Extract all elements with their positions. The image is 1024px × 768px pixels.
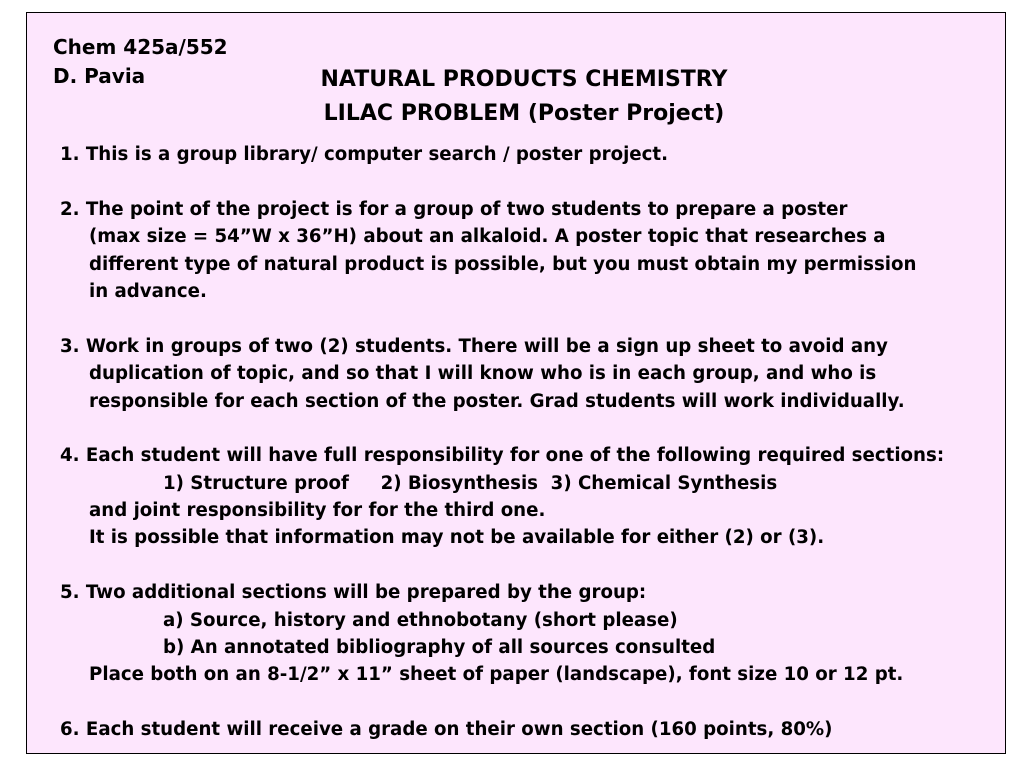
item-3-line-3: responsible for each section of the poster. Grad students will work individually. <box>89 390 905 412</box>
item-5-line-3: b) An annotated bibliography of all sources consulted <box>163 637 716 659</box>
title-line-2: LILAC PROBLEM (Poster Project) <box>323 101 725 126</box>
item-5-line-2: a) Source, history and ethnobotany (short please) <box>163 609 678 631</box>
spacer <box>60 305 1005 332</box>
item-2-line-2: (max size = 54”W x 36”H) about an alkaloid. A poster topic that researches a <box>89 226 886 248</box>
item-3-line-1: 3. Work in groups of two (2) students. There will be a sign up sheet to avoid any <box>60 335 888 357</box>
course-code: Chem 425a/552 <box>53 35 228 59</box>
item-6-line-1: 6. Each student will receive a grade on their own section (160 points, 80%) <box>60 719 833 741</box>
item-5-line-4: Place both on an 8-1/2” x 11” sheet of paper (landscape), font size 10 or 12 pt. <box>89 664 904 686</box>
spacer <box>60 552 1005 579</box>
item-4-line-3: and joint responsibility for for the third one. <box>89 500 546 522</box>
title-line-1: NATURAL PRODUCTS CHEMISTRY <box>320 67 728 92</box>
item-5-line-1: 5. Two additional sections will be prepared by the group: <box>60 582 647 604</box>
item-2-line-3: different type of natural product is possible, but you must obtain my permission <box>89 253 917 275</box>
instructor-name: D. Pavia <box>53 64 146 88</box>
requirements-list <box>60 141 1005 744</box>
slide <box>26 12 1006 754</box>
item-1-line-1: 1. This is a group library/ computer search / poster project. <box>60 144 669 165</box>
item-2-line-4: in advance. <box>89 280 207 302</box>
spacer <box>60 415 1005 442</box>
spacer <box>60 689 1005 716</box>
slide-title <box>27 63 1005 131</box>
item-2-line-1: 2. The point of the project is for a group of two students to prepare a poster <box>60 198 848 220</box>
item-4-line-4: It is possible that information may not be available for either (2) or (3). <box>89 527 825 549</box>
spacer <box>60 168 1005 195</box>
item-3-line-2: duplication of topic, and so that I will know who is in each group, and who is <box>89 363 877 385</box>
item-4-line-2: 1) Structure proof 2) Biosynthesis 3) Chemical Synthesis <box>163 472 778 494</box>
item-4-line-1: 4. Each student will have full responsibility for one of the following required sections: <box>60 445 945 467</box>
